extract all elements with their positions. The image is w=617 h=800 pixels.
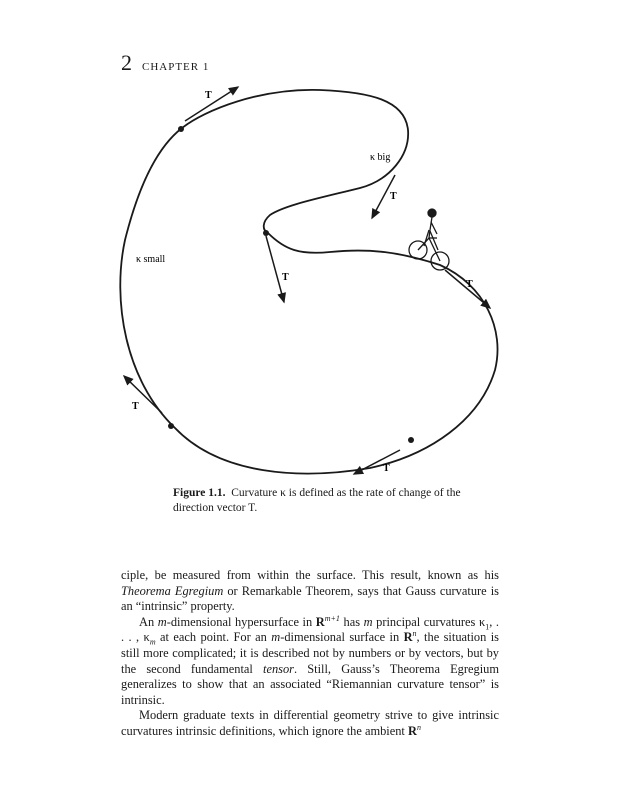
chapter-label: CHAPTER 1 bbox=[142, 61, 210, 73]
p2-c: has bbox=[339, 614, 364, 629]
p2-subm: m bbox=[149, 637, 156, 647]
p1-text: ciple, be measured from within the surface. This result, known as his bbox=[121, 568, 499, 582]
p2-a: An bbox=[139, 614, 158, 629]
p2-m1: m bbox=[157, 614, 167, 629]
p2-sup2: n bbox=[412, 629, 417, 639]
p2-b: -dimensional hypersurface in bbox=[166, 614, 316, 629]
p3-sup: n bbox=[416, 722, 421, 732]
label-t-left: T bbox=[132, 401, 139, 412]
p2-R2: R bbox=[403, 630, 413, 645]
label-t-inner: T bbox=[282, 272, 289, 283]
label-t-top: T bbox=[205, 90, 212, 101]
label-kappa-big: κ big bbox=[370, 152, 391, 163]
p2-i: . Still, Gauss’s Theorema Egregium generalizes to show that an associated “Riemannian curvature tensor” is intrinsic. bbox=[121, 661, 499, 707]
caption-label: Figure 1.1. bbox=[173, 487, 226, 499]
p2-R: R bbox=[315, 614, 325, 629]
curve-point-top bbox=[178, 126, 184, 132]
curvature-figure bbox=[0, 70, 617, 490]
caption-text: Curvature κ is defined as the rate of change of the direction vector T. bbox=[173, 487, 461, 514]
tangent-arrow-inner bbox=[266, 236, 284, 302]
paragraph-1 bbox=[121, 568, 499, 615]
p2-sup: m+1 bbox=[324, 613, 340, 623]
p2-d: principal curvatures κ bbox=[372, 614, 486, 629]
label-t-kbig: T bbox=[390, 191, 397, 202]
p2-sub1: 1 bbox=[485, 622, 490, 632]
p2-m3: m bbox=[271, 630, 281, 645]
p3-text: Modern graduate texts in differential geometry strive to give intrinsic curvatures intrinsic definitions, which ignore the ambient bbox=[121, 708, 499, 738]
p1-emphasis: Theorema Egregium bbox=[121, 583, 224, 598]
p2-m2: m bbox=[363, 614, 373, 629]
curve-point-inner bbox=[263, 230, 269, 236]
curve-point-bottom bbox=[408, 437, 414, 443]
p2-h: , the situation is still more complicated; it is described not by numbers or by vectors, but by the second fundamental bbox=[121, 630, 499, 676]
figure-caption bbox=[173, 486, 463, 516]
paragraph-3 bbox=[121, 708, 499, 739]
page-number: 2 bbox=[121, 50, 132, 75]
label-t-right: T bbox=[466, 279, 473, 290]
tangent-arrow-left bbox=[124, 376, 162, 413]
p3-R: R bbox=[407, 723, 417, 738]
body-text bbox=[121, 568, 499, 740]
p2-g: -dimensional surface in bbox=[280, 630, 404, 645]
p2-tensor: tensor bbox=[263, 661, 294, 676]
label-t-bottom: T bbox=[383, 463, 390, 474]
label-kappa-small: κ small bbox=[136, 254, 166, 265]
curve-point-left bbox=[168, 423, 174, 429]
curve-path bbox=[120, 90, 497, 474]
paragraph-2 bbox=[121, 615, 499, 709]
p2-e: , . . . , κ bbox=[121, 614, 500, 645]
p2-f: at each point. For an bbox=[155, 630, 272, 645]
p1-rest: or Remarkable Theorem, says that Gauss curvature is an “intrinsic” property. bbox=[121, 583, 499, 614]
